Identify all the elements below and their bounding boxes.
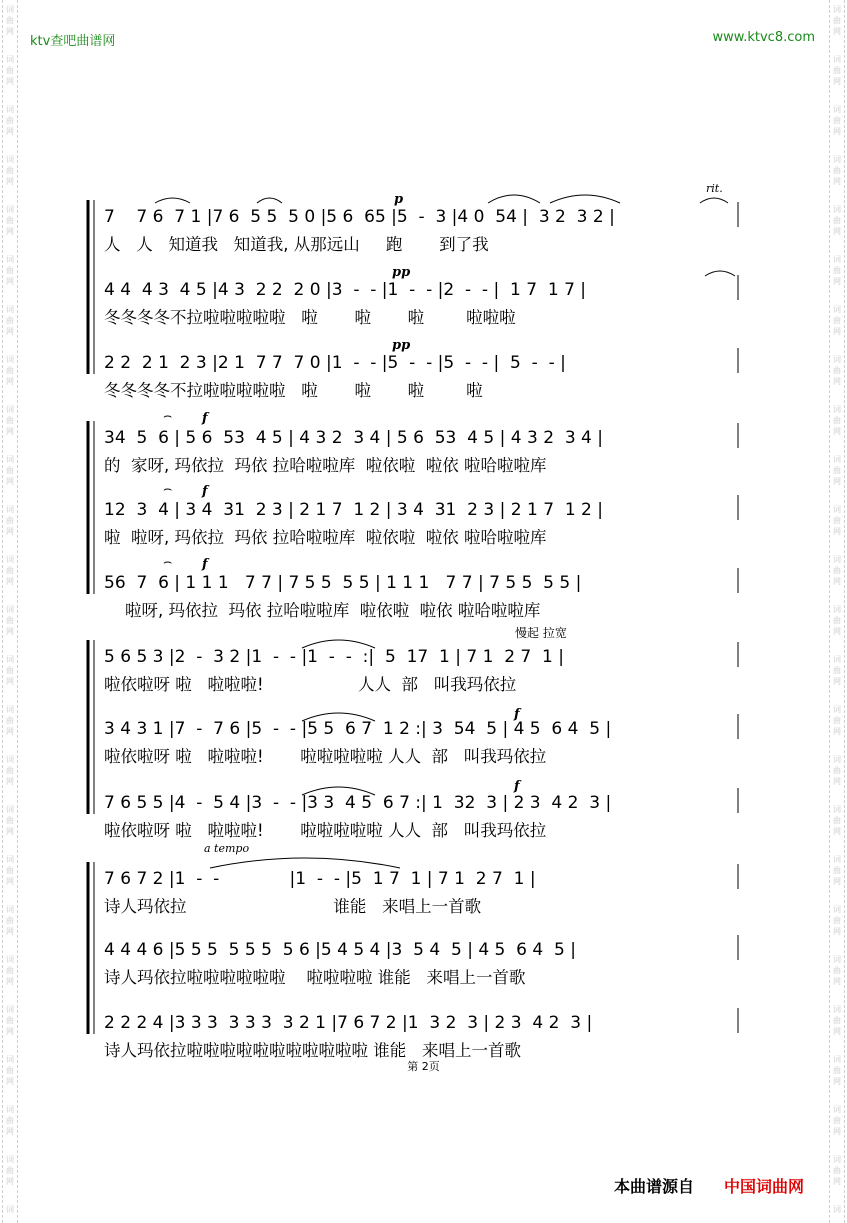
watermark-char: 词 (6, 1105, 14, 1114)
watermark-char: 网 (6, 477, 14, 486)
notation-row: 12 3 4 | 3 4 31 2 3 | 2 1 7 1 2 | 3 4 31 2 3 | 2 1 7 1 2 | (104, 500, 603, 520)
watermark-char: 曲 (833, 416, 841, 425)
slur (488, 195, 540, 203)
dynamic-f: f (514, 707, 520, 722)
watermark-char: 网 (833, 477, 841, 486)
watermark-char: 网 (833, 527, 841, 536)
slur (210, 858, 400, 868)
watermark-char: 网 (833, 727, 841, 736)
watermark-char: 曲 (833, 1016, 841, 1025)
watermark-char: 网 (833, 377, 841, 386)
fermata: ⌢ (163, 554, 173, 570)
watermark-char: 词 (833, 105, 841, 114)
watermark-char: 词 (833, 605, 841, 614)
watermark-char: 网 (6, 727, 14, 736)
watermark-char: 词 (833, 855, 841, 864)
watermark-char: 词 (6, 105, 14, 114)
slur (155, 198, 190, 203)
lyric-row: 诗人玛依拉啦啦啦啦啦啦啦啦啦啦啦 谁能 来唱上一首歌 (104, 1041, 521, 1060)
watermark-char: 曲 (833, 166, 841, 175)
watermark-char: 曲 (6, 666, 14, 675)
watermark-char: 曲 (6, 516, 14, 525)
watermark-char: 词 (6, 555, 14, 564)
fermata: ⌢ (163, 481, 173, 497)
watermark-char: 词 (6, 405, 14, 414)
watermark-char: 词 (6, 1155, 14, 1164)
watermark-char: 词 (6, 955, 14, 964)
watermark-char: 网 (833, 677, 841, 686)
watermark-char: 词 (6, 1005, 14, 1014)
watermark-char: 词 (833, 155, 841, 164)
slur (550, 195, 620, 203)
lyric-row: 啦依啦呀 啦 啦啦啦! 人人 部 叫我玛依拉 (104, 675, 517, 694)
watermark-char: 曲 (6, 216, 14, 225)
watermark-char: 网 (6, 677, 14, 686)
watermark-char: 网 (833, 1177, 841, 1186)
watermark-char: 曲 (833, 516, 841, 525)
watermark-char: 网 (833, 27, 841, 36)
watermark-char: 曲 (6, 316, 14, 325)
watermark-char: 曲 (833, 816, 841, 825)
watermark-char: 曲 (833, 366, 841, 375)
watermark-char: 词 (833, 705, 841, 714)
marking-slow-start: 慢起 拉宽 (515, 626, 567, 640)
lyric-row: 啦依啦呀 啦 啦啦啦! 啦啦啦啦啦 人人 部 叫我玛依拉 (104, 821, 547, 840)
watermark-char: 网 (833, 627, 841, 636)
watermark-char: 网 (833, 577, 841, 586)
watermark-char: 曲 (6, 816, 14, 825)
dynamic-f: f (202, 411, 208, 426)
watermark-char: 网 (6, 977, 14, 986)
notation-row: 7 6 5 5 |4 - 5 4 |3 - - |3 3 4 5 6 7 :| 1 32 3 | 2 3 4 2 3 | (104, 793, 612, 813)
watermark-char: 曲 (833, 616, 841, 625)
watermark-char: 曲 (6, 1066, 14, 1075)
watermark-char: 曲 (6, 416, 14, 425)
dynamic-f: f (514, 779, 520, 794)
watermark-char: 曲 (6, 166, 14, 175)
notation-row: 3 4 3 1 |7 - 7 6 |5 - - |5 5 6 7 1 2 :| 3 54 5 | 4 5 6 4 5 | (104, 719, 612, 739)
lyric-row: 人 人 知道我 知道我, 从那远山 跑 到了我 (104, 235, 489, 254)
lyric-row: 诗人玛依拉啦啦啦啦啦啦 啦啦啦啦 谁能 来唱上一首歌 (104, 968, 526, 987)
watermark-char: 网 (6, 327, 14, 336)
watermark-char: 词 (6, 455, 14, 464)
watermark-char: 词 (833, 1155, 841, 1164)
watermark-char: 网 (833, 1027, 841, 1036)
watermark-char: 网 (833, 127, 841, 136)
slur (700, 198, 728, 203)
watermark-char: 曲 (833, 266, 841, 275)
watermark-char: 曲 (833, 16, 841, 25)
dynamic-pp: pp (392, 338, 411, 353)
footer-source-label: 本曲谱源自 (614, 1177, 695, 1196)
watermark-char: 网 (6, 427, 14, 436)
watermark-char: 网 (833, 277, 841, 286)
watermark-char: 词 (6, 905, 14, 914)
watermark-char: 曲 (6, 1116, 14, 1125)
watermark-char: 网 (6, 827, 14, 836)
watermark-char: 词 (6, 205, 14, 214)
watermark-char: 曲 (833, 66, 841, 75)
watermark-char: 网 (6, 377, 14, 386)
watermark-char: 网 (6, 1177, 14, 1186)
watermark-char: 网 (833, 977, 841, 986)
notation-row: 4 4 4 3 4 5 |4 3 2 2 2 0 |3 - - |1 - - |2 - - | 1 7 1 7 | (104, 280, 587, 300)
watermark-char: 网 (6, 27, 14, 36)
lyric-row: 啦呀, 玛依拉 玛依 拉哈啦啦库 啦依啦 啦依 啦哈啦啦库 (104, 601, 541, 620)
watermark-char: 词 (6, 155, 14, 164)
watermark-char: 网 (6, 577, 14, 586)
watermark-char: 词 (833, 1005, 841, 1014)
slur (257, 198, 282, 203)
notation-row: 7 6 7 2 |1 - - |1 - - |5 1 7 1 | 7 1 2 7 1 | (104, 869, 536, 889)
marking-a-tempo: a tempo (204, 842, 250, 855)
watermark-char: 网 (6, 77, 14, 86)
watermark-char: 词 (833, 905, 841, 914)
notation-row: 7 7 6 7 1 |7 6 5 5 5 0 |5 6 65 |5 - 3 |4 0 54 | 3 2 3 2 | (104, 207, 615, 227)
watermark-char: 词 (833, 1205, 841, 1214)
watermark-char: 曲 (833, 916, 841, 925)
watermark-char: 曲 (6, 466, 14, 475)
watermark-char: 词 (6, 755, 14, 764)
watermark-char: 词 (833, 455, 841, 464)
watermark-char: 网 (6, 877, 14, 886)
watermark-char: 词 (833, 305, 841, 314)
watermark-char: 词 (6, 655, 14, 664)
watermark-char: 曲 (6, 116, 14, 125)
notation-row: 5 6 5 3 |2 - 3 2 |1 - - |1 - - :| 5 17 1 | 7 1 2 7 1 | (104, 647, 564, 667)
watermark-char: 词 (833, 955, 841, 964)
watermark-char: 曲 (833, 116, 841, 125)
watermark-char: 曲 (833, 716, 841, 725)
watermark-char: 词 (833, 505, 841, 514)
watermark-char: 网 (833, 427, 841, 436)
watermark-char: 曲 (6, 966, 14, 975)
watermark-char: 网 (833, 777, 841, 786)
notation-row: 2 2 2 4 |3 3 3 3 3 3 3 2 1 |7 6 7 2 |1 3 2 3 | 2 3 4 2 3 | (104, 1013, 593, 1033)
dynamic-f: f (202, 557, 208, 572)
watermark-char: 网 (833, 877, 841, 886)
watermark-char: 网 (6, 777, 14, 786)
watermark-char: 词 (833, 805, 841, 814)
watermark-char: 网 (833, 77, 841, 86)
watermark-char: 网 (833, 927, 841, 936)
lyric-row: 诗人玛依拉 谁能 来唱上一首歌 (104, 897, 482, 916)
watermark-char: 网 (6, 177, 14, 186)
watermark-char: 词 (833, 355, 841, 364)
score-layer (88, 182, 738, 1060)
watermark-char: 网 (6, 627, 14, 636)
watermark-char: 词 (833, 205, 841, 214)
dynamic-f: f (202, 484, 208, 499)
watermark-char: 词 (6, 605, 14, 614)
watermark-char: 网 (833, 1127, 841, 1136)
watermark-char: 词 (6, 305, 14, 314)
watermark-char: 词 (833, 1105, 841, 1114)
watermark-char: 网 (6, 127, 14, 136)
page-number: 第 2页 (407, 1060, 440, 1073)
watermark-char: 词 (833, 755, 841, 764)
notation-row: 2 2 2 1 2 3 |2 1 7 7 7 0 |1 - - |5 - - |5 - - | 5 - - | (104, 353, 566, 373)
watermark-char: 词 (833, 555, 841, 564)
watermark-char: 词 (6, 5, 14, 14)
watermark-char: 网 (6, 1127, 14, 1136)
watermark-char: 曲 (6, 616, 14, 625)
watermark-char: 网 (833, 177, 841, 186)
watermark-char: 曲 (833, 216, 841, 225)
watermark-char: 曲 (6, 366, 14, 375)
watermark-char: 词 (6, 1205, 14, 1214)
watermark-char: 曲 (6, 866, 14, 875)
header-right-url: www.ktvc8.com (712, 30, 815, 45)
fermata: ⌢ (163, 408, 173, 424)
lyric-row: 的 家呀, 玛依拉 玛依 拉哈啦啦库 啦依啦 啦依 啦哈啦啦库 (104, 456, 547, 475)
watermark-char: 曲 (833, 566, 841, 575)
watermark-char: 曲 (833, 1116, 841, 1125)
watermark-char: 曲 (6, 716, 14, 725)
watermark-char: 网 (6, 1077, 14, 1086)
watermark-char: 词 (6, 705, 14, 714)
watermark-char: 曲 (6, 1166, 14, 1175)
lyric-row: 冬冬冬冬不拉啦啦啦啦啦 啦 啦 啦 啦 (104, 381, 483, 400)
watermark-char: 网 (833, 327, 841, 336)
watermark-char: 词 (6, 1055, 14, 1064)
footer-site-name: 中国词曲网 (724, 1177, 805, 1196)
watermark-char: 曲 (833, 466, 841, 475)
notation-row: 56 7 6 | 1 1 1 7 7 | 7 5 5 5 5 | 1 1 1 7 7 | 7 5 5 5 5 | (104, 573, 582, 593)
watermark-char: 词 (833, 255, 841, 264)
watermark-char: 网 (833, 1077, 841, 1086)
marking-rit: rit. (706, 182, 723, 195)
watermark-char: 词 (833, 55, 841, 64)
watermark-char: 词 (6, 255, 14, 264)
watermark-char: 网 (6, 1027, 14, 1036)
watermark-char: 曲 (6, 766, 14, 775)
watermark-char: 词 (833, 655, 841, 664)
watermark-char: 曲 (6, 16, 14, 25)
watermark-char: 曲 (833, 316, 841, 325)
watermark-char: 词 (833, 405, 841, 414)
watermark-char: 词 (6, 355, 14, 364)
watermark-char: 网 (6, 927, 14, 936)
watermark-char: 曲 (6, 1016, 14, 1025)
dynamic-pp: pp (392, 265, 411, 280)
watermark-char: 词 (833, 1055, 841, 1064)
dynamic-p: p (394, 192, 404, 207)
watermark-char: 网 (6, 227, 14, 236)
notation-row: 34 5 6 | 5 6 53 4 5 | 4 3 2 3 4 | 5 6 53 4 5 | 4 3 2 3 4 | (104, 428, 603, 448)
header-left-site: ktv查吧曲谱网 (30, 34, 116, 49)
watermark-char: 曲 (833, 1066, 841, 1075)
watermark-char: 曲 (833, 1166, 841, 1175)
watermark-char: 网 (6, 277, 14, 286)
watermark-char: 词 (6, 505, 14, 514)
lyric-row: 啦 啦呀, 玛依拉 玛依 拉哈啦啦库 啦依啦 啦依 啦哈啦啦库 (104, 528, 547, 547)
watermark-char: 词 (6, 805, 14, 814)
watermark-char: 词 (6, 55, 14, 64)
watermark-char: 曲 (833, 866, 841, 875)
watermark-char: 词 (6, 855, 14, 864)
watermark-char: 曲 (6, 566, 14, 575)
watermark-char: 曲 (6, 266, 14, 275)
watermark-char: 曲 (833, 766, 841, 775)
watermark-char: 词 (833, 5, 841, 14)
lyric-row: 冬冬冬冬不拉啦啦啦啦啦 啦 啦 啦 啦啦啦 (104, 308, 516, 327)
watermark-char: 曲 (833, 966, 841, 975)
watermark-char: 曲 (6, 66, 14, 75)
watermark-char: 曲 (6, 916, 14, 925)
watermark-char: 网 (833, 227, 841, 236)
watermark-char: 曲 (833, 666, 841, 675)
lyric-row: 啦依啦呀 啦 啦啦啦! 啦啦啦啦啦 人人 部 叫我玛依拉 (104, 747, 547, 766)
watermark-char: 网 (6, 527, 14, 536)
notation-row: 4 4 4 6 |5 5 5 5 5 5 5 6 |5 4 5 4 |3 5 4 5 | 4 5 6 4 5 | (104, 940, 576, 960)
slur (705, 271, 735, 276)
watermark-char: 网 (833, 827, 841, 836)
